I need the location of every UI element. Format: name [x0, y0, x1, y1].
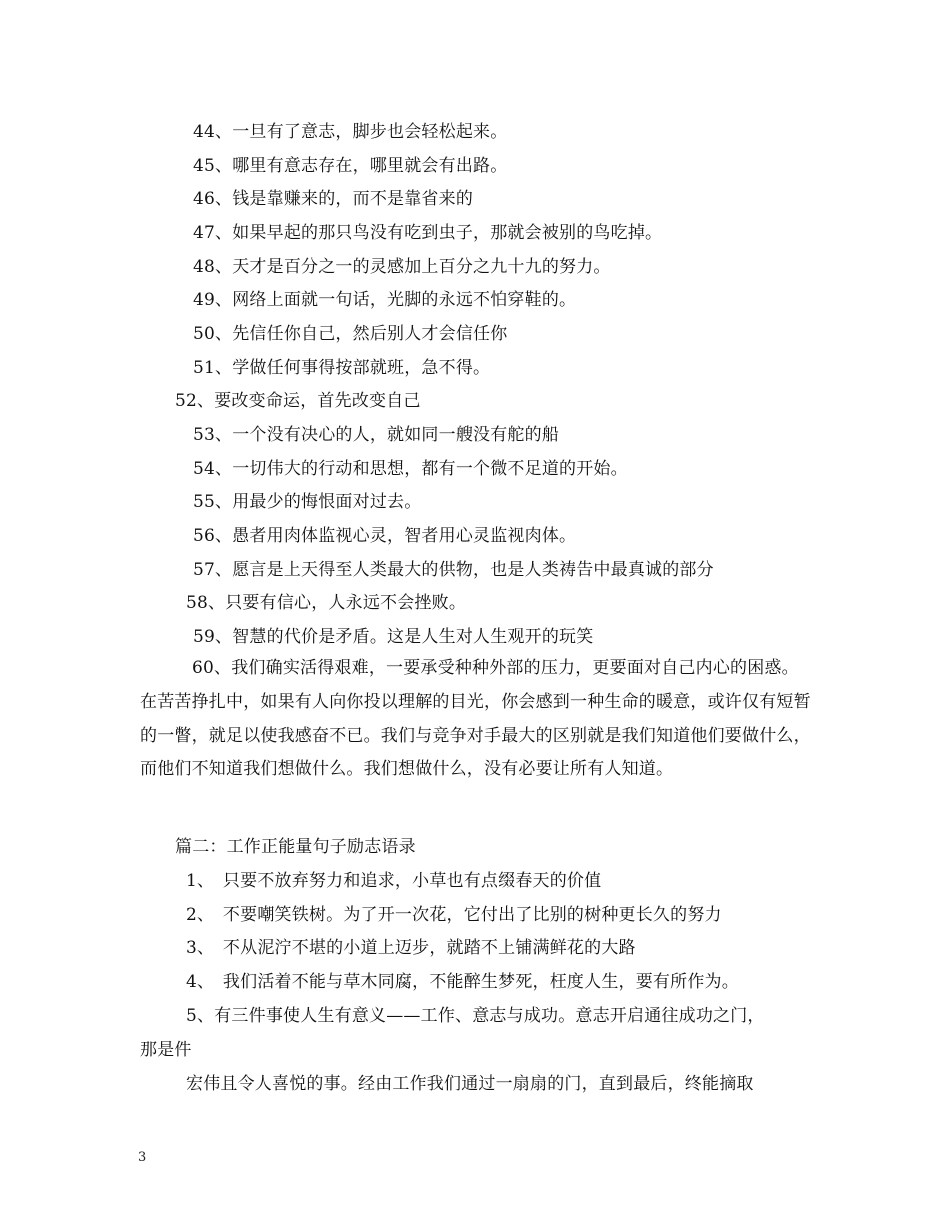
list-item-54: 54、一切伟大的行动和思想，都有一个微不足道的开始。: [193, 459, 628, 479]
list-item-49: 49、网络上面就一句话，光脚的永远不怕穿鞋的。: [193, 290, 577, 310]
list-item-46: 46、钱是靠赚来的，而不是靠省来的: [193, 189, 474, 209]
list-item-58: 58、只要有信心，人永远不会挫败。: [186, 593, 467, 613]
list-item-55: 55、用最少的悔恨面对过去。: [193, 492, 422, 512]
list-item-50: 50、先信任你自己，然后别人才会信任你: [193, 324, 508, 344]
list-item-57: 57、愿言是上天得至人类最大的供物，也是人类祷告中最真诚的部分: [193, 560, 714, 580]
list-item-45: 45、哪里有意志存在，哪里就会有出路。: [193, 156, 508, 176]
list-item-56: 56、愚者用肉体监视心灵，智者用心灵监视肉体。: [193, 526, 577, 546]
continuation-line: 宏伟且令人喜悦的事。经由工作我们通过一扇扇的门，直到最后，终能摘取: [186, 1074, 754, 1094]
page-number: 3: [138, 1150, 147, 1165]
list-item-48: 48、天才是百分之一的灵感加上百分之九十九的努力。: [193, 257, 611, 277]
section-item-1: 1、 只要不放弃努力和追求，小草也有点缀春天的价值: [186, 871, 602, 891]
section-item-4: 4、 我们活着不能与草木同腐，不能醉生梦死，枉度人生，要有所作为。: [186, 972, 739, 992]
list-item-47: 47、如果早起的那只鸟没有吃到虫子，那就会被别的鸟吃掉。: [193, 223, 663, 243]
section-item-5-line1: 5、有三件事使人生有意义——工作、意志与成功。意志开启通往成功之门，: [186, 1006, 765, 1026]
list-item-51: 51、学做任何事得按部就班，急不得。: [193, 358, 491, 378]
section-item-2: 2、 不要嘲笑铁树。为了开一次花，它付出了比别的树种更长久的努力: [186, 905, 722, 925]
list-item-59: 59、智慧的代价是矛盾。这是人生对人生观开的玩笑: [193, 627, 594, 647]
list-item-60-paragraph: 60、我们确实活得艰难，一要承受种种外部的压力，更要面对自己内心的困惑。在苦苦挣扎中，如果有人向你投以理解的目光，你会感到一种生命的暖意，或许仅有短暂的一瞥，就足以使我感奋不已。我们与竞争对手最大的区别就是我们知道他们要做什么，而他们不知道我们想做什么。我们想做什么，没有必要让所有人知道。: [140, 658, 811, 780]
section-item-5-line2: 那是件: [140, 1040, 192, 1060]
section-item-3: 3、 不从泥泞不堪的小道上迈步，就踏不上铺满鲜花的大路: [186, 938, 636, 958]
list-item-44: 44、一旦有了意志，脚步也会轻松起来。: [193, 122, 508, 142]
list-item-53: 53、一个没有决心的人，就如同一艘没有舵的船: [193, 425, 560, 445]
section-heading: 篇二：工作正能量句子励志语录: [175, 837, 416, 857]
list-item-52: 52、要改变命运，首先改变自己: [175, 391, 421, 411]
